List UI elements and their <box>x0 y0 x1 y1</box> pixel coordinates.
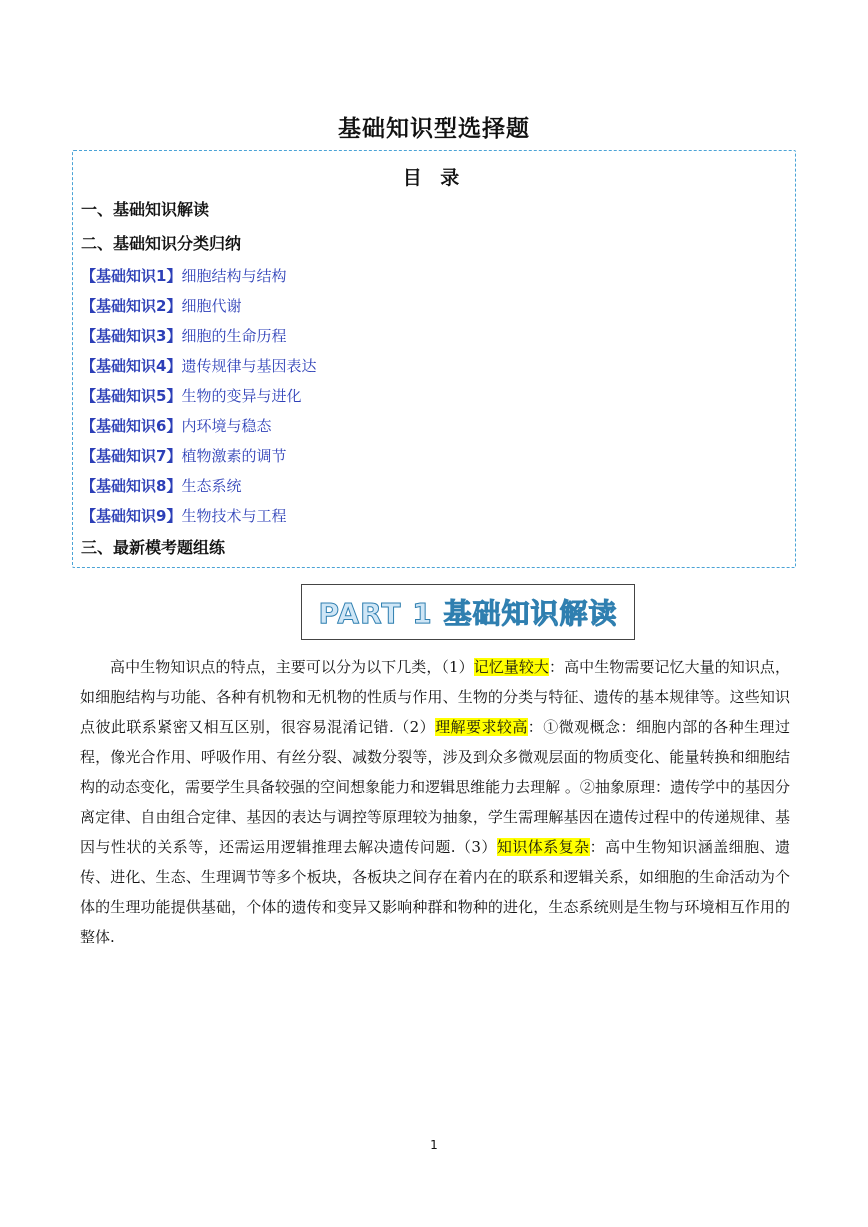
toc-sub-8[interactable]: 【基础知识8】生态系统 <box>81 477 242 495</box>
table-of-contents <box>72 150 796 568</box>
highlight-memory: 记忆量较大 <box>473 658 549 676</box>
toc-section-2[interactable]: 二、基础知识分类归纳 <box>81 234 242 253</box>
toc-heading: 目 录 <box>402 167 466 189</box>
toc-sub-5[interactable]: 【基础知识5】生物的变异与进化 <box>81 387 302 405</box>
page-number: 1 <box>430 1138 438 1152</box>
part-banner-text: PART 1 基础知识解读 <box>318 597 618 630</box>
toc-section-3[interactable]: 三、最新模考题组练 <box>81 538 226 557</box>
document-title: 基础知识型选择题 <box>338 116 530 142</box>
toc-sub-2[interactable]: 【基础知识2】细胞代谢 <box>81 297 242 315</box>
toc-section-1[interactable]: 一、基础知识解读 <box>81 200 210 219</box>
toc-sub-1[interactable]: 【基础知识1】细胞结构与结构 <box>81 267 287 285</box>
part-banner <box>301 584 635 640</box>
highlight-understanding: 理解要求较高 <box>435 718 528 736</box>
highlight-complexity: 知识体系复杂 <box>496 838 590 856</box>
toc-sub-6[interactable]: 【基础知识6】内环境与稳态 <box>81 417 272 435</box>
toc-sub-7[interactable]: 【基础知识7】植物激素的调节 <box>81 447 287 465</box>
intro-paragraph: 高中生物知识点的特点，主要可以分为以下几类，（1）记忆量较大：高中生物需要记忆大量的知识点，如细胞结构与功能、各种有机物和无机物的性质与作用、生物的分类与特征、遗传的基本规律等。这些知识点彼此联系紧密又相互区别，很容易混淆记错.（2）理解要求较高：①微观概念：细胞内部的各种生理过程，像光合作用、呼吸作用、有丝分裂、减数分裂等，涉及到众多微观层面的物质变化、能量转换和细胞结构的动态变化，需要学生具备较强的空间想象能力和逻辑思维能力去理解 。②抽象原理：遗传学中的基因分离定律、自由组合定律、基因的表达与调控等原理较为抽象，学生需理解基因在遗传过程中的传递规律、基因与性状的关系等，还需运用逻辑推理去解决遗传问题.（3）知识体系复杂：高中生物知识涵盖细胞、遗传、进化、生态、生理调节等多个板块，各板块之间存在着内在的联系和逻辑关系，如细胞的生命活动为个体的生理功能提供基础，个体的遗传和变异又影响种群和物种的进化，生态系统则是生物与环境相互作用的整体. <box>80 658 790 946</box>
toc-sub-9[interactable]: 【基础知识9】生物技术与工程 <box>81 507 287 525</box>
toc-sub-4[interactable]: 【基础知识4】遗传规律与基因表达 <box>81 357 317 375</box>
toc-sub-3[interactable]: 【基础知识3】细胞的生命历程 <box>81 327 287 345</box>
